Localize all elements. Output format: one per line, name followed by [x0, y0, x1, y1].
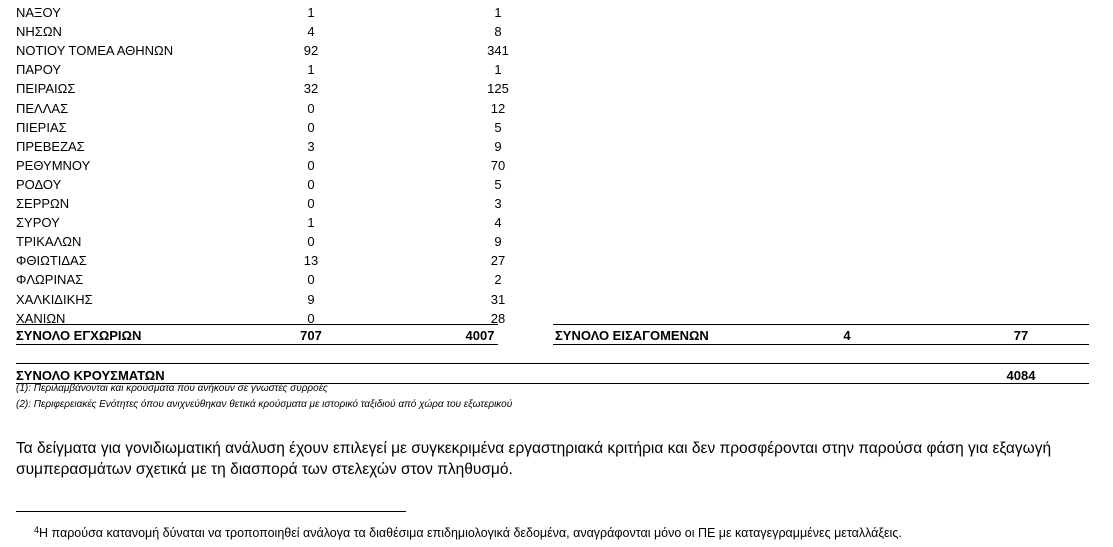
region-count-1: 0 [307, 196, 315, 211]
region-count-1: 1 [307, 215, 315, 231]
region-name: ΣΕΡΡΩΝ [16, 196, 70, 211]
totals-bottom-rule-left [16, 344, 498, 345]
page-footnote [34, 522, 902, 541]
region-count-2: 70 [490, 157, 506, 173]
region-count-1: 3 [307, 138, 315, 154]
region-name: ΝΑΞΟΥ [16, 5, 61, 20]
genomic-analysis-paragraph: Τα δείγματα για γονιδιωματική ανάλυση έχουν επιλεγεί με συγκεκριμένα εργαστηριακά κριτήρια και δεν προσφέρονται στην παρούσα φάση για εξαγωγή συμπερασμάτων σχετικά με τη διασπορά των στελεχών στον πληθυσμό. [16, 440, 1052, 478]
imported-total-label: ΣΥΝΟΛΟ ΕΙΣΑΓΟΜΕΝΩΝ [555, 328, 709, 343]
totals-top-rule-left [16, 324, 498, 325]
region-name: ΧΑΛΚΙΔΙΚΗΣ [16, 291, 93, 307]
totals-bottom-rule-right [553, 344, 1089, 345]
region-count-1: 4 [307, 24, 315, 40]
region-count-1: 0 [307, 119, 315, 135]
region-count-2: 8 [494, 24, 502, 40]
page-footnote-marker: 4 [34, 525, 40, 535]
cases-total-label: ΣΥΝΟΛΟ ΚΡΟΥΣΜΑΤΩΝ [16, 368, 165, 383]
region-count-1: 0 [307, 100, 315, 116]
region-count-1: 0 [307, 176, 315, 192]
region-count-2: 5 [494, 176, 502, 192]
region-count-2: 4 [494, 215, 502, 231]
region-count-2: 341 [487, 43, 509, 59]
region-name: ΦΛΩΡΙΝΑΣ [16, 272, 84, 288]
region-count-2: 9 [494, 234, 502, 250]
region-count-1: 1 [307, 5, 315, 20]
region-count-1: 13 [303, 253, 319, 269]
region-count-1: 32 [303, 81, 319, 97]
region-name: ΦΘΙΩΤΙΔΑΣ [16, 253, 87, 269]
imported-total-col2: 77 [1013, 328, 1029, 343]
region-name: ΠΑΡΟΥ [16, 62, 62, 78]
region-count-2: 27 [490, 253, 506, 269]
region-count-2: 125 [487, 81, 509, 97]
region-name: ΠΕΙΡΑΙΩΣ [16, 81, 76, 97]
region-count-1: 0 [307, 310, 315, 326]
region-count-1: 0 [307, 272, 315, 288]
region-count-2: 1 [494, 62, 502, 78]
page-footnote-rule [16, 511, 406, 512]
domestic-total-col1: 707 [300, 328, 322, 343]
region-count-2: 2 [494, 272, 502, 288]
region-count-2: 12 [490, 100, 506, 116]
region-count-2: 9 [494, 138, 502, 154]
region-count-1: 0 [307, 234, 315, 250]
region-name: ΡΕΘΥΜΝΟΥ [16, 157, 91, 173]
region-name: ΣΥΡΟΥ [16, 215, 60, 231]
region-name: ΠΡΕΒΕΖΑΣ [16, 138, 85, 154]
region-name: ΠΙΕΡΙΑΣ [16, 119, 67, 135]
region-count-2: 28 [490, 310, 506, 326]
grand-total-top-rule [16, 363, 1089, 364]
imported-total-col1: 4 [843, 328, 851, 343]
cases-total-value: 4084 [1006, 368, 1036, 383]
totals-top-rule-right [553, 324, 1089, 325]
page-footnote-text: Η παρούσα κατανομή δύναται να τροποποιηθεί ανάλογα τα διαθέσιμα επιδημιολογικά δεδομένα, αναγράφονται μόνο οι ΠΕ με καταγεγραμμένες μεταλλάξεις. [39, 526, 902, 540]
region-count-1: 0 [307, 157, 315, 173]
region-count-2: 5 [494, 119, 502, 135]
footnote-2: (2): Περιφερειακές Ενότητες όπου ανιχνεύθηκαν θετικά κρούσματα με ιστορικό ταξιδιού από χώρα του εξωτερικού [16, 399, 513, 410]
region-name: ΧΑΝΙΩΝ [16, 310, 66, 326]
region-count-2: 31 [490, 291, 506, 307]
region-name: ΡΟΔΟΥ [16, 176, 62, 192]
domestic-total-label: ΣΥΝΟΛΟ ΕΓΧΩΡΙΩΝ [16, 328, 142, 343]
region-count-1: 9 [307, 291, 315, 307]
region-name: ΝΟΤΙΟΥ ΤΟΜΕΑ ΑΘΗΝΩΝ [16, 43, 174, 59]
region-name: ΠΕΛΛΑΣ [16, 100, 69, 116]
region-count-1: 1 [307, 62, 315, 78]
footnote-1: (1): Περιλαμβάνονται και κρούσματα που ανήκουν σε γνωστές συρροές [16, 383, 328, 394]
domestic-total-col2: 4007 [465, 328, 495, 343]
region-name: ΤΡΙΚΑΛΩΝ [16, 234, 82, 250]
region-count-2: 3 [494, 196, 502, 211]
region-count-2: 1 [494, 5, 502, 20]
region-name: ΝΗΣΩΝ [16, 24, 62, 40]
region-count-1: 92 [303, 43, 319, 59]
